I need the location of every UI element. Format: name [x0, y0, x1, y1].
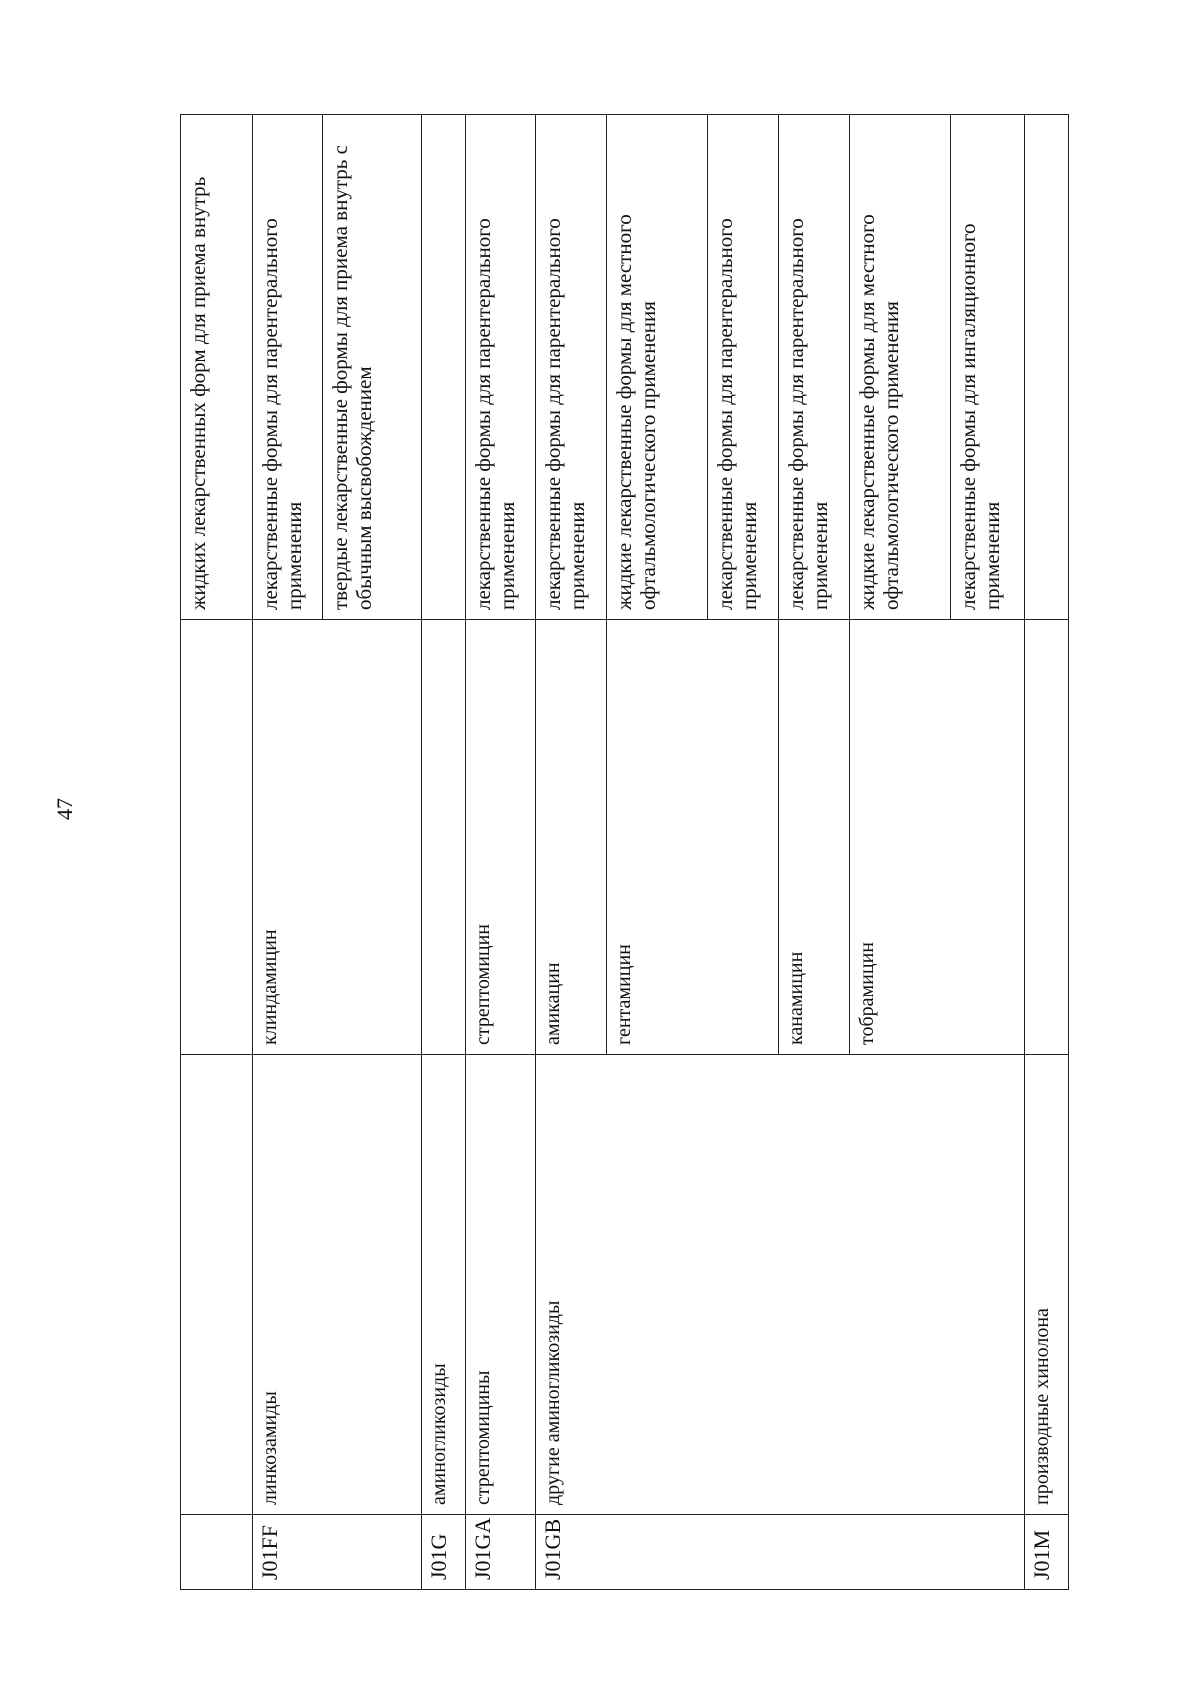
atc-code: J01M [1025, 1515, 1069, 1590]
atc-code: J01G [422, 1515, 466, 1590]
dosage-form [422, 115, 466, 620]
atc-code [779, 1515, 850, 1590]
table-row [253, 115, 323, 1590]
table-row [607, 115, 708, 1590]
table-row [779, 115, 850, 1590]
table-row [323, 115, 422, 1590]
group-name: стрептомицины [466, 1055, 536, 1515]
dosage-form: жидкие лекарственные формы для местного офтальмологического применения [607, 115, 708, 620]
table-row [850, 115, 951, 1590]
atc-code: J01FF [253, 1515, 323, 1590]
page-number: 47 [52, 798, 77, 820]
atc-code: J01GA [466, 1515, 536, 1590]
drug-name [708, 620, 779, 1055]
atc-code [951, 1515, 1025, 1590]
atc-code [850, 1515, 951, 1590]
dosage-form: лекарственные формы для парентерального применения [253, 115, 323, 620]
group-name: производные хинолона [1025, 1055, 1069, 1515]
drug-table [180, 114, 1069, 1590]
rotated-table-container [180, 115, 1090, 1590]
group-name [951, 1055, 1025, 1515]
table-row [181, 115, 253, 1590]
dosage-form: лекарственные формы для парентерального применения [536, 115, 607, 620]
group-name: линкозамиды [253, 1055, 323, 1515]
drug-name: канамицин [779, 620, 850, 1055]
drug-name: амикацин [536, 620, 607, 1055]
atc-code [607, 1515, 708, 1590]
drug-name [422, 620, 466, 1055]
group-name: другие аминогликозиды [536, 1055, 607, 1515]
group-name [607, 1055, 708, 1515]
dosage-form: лекарственные формы для парентерального применения [466, 115, 536, 620]
atc-code: J01GB [536, 1515, 607, 1590]
dosage-form: твердые лекарственные формы для приема внутрь с обычным высвобождением [323, 115, 422, 620]
drug-name [1025, 620, 1069, 1055]
drug-name [951, 620, 1025, 1055]
drug-name [323, 620, 422, 1055]
table-row [466, 115, 536, 1590]
dosage-form [1025, 115, 1069, 620]
atc-code [708, 1515, 779, 1590]
dosage-form: жидких лекарственных форм для приема внутрь [181, 115, 253, 620]
group-name [181, 1055, 253, 1515]
group-name [323, 1055, 422, 1515]
drug-name: клиндамицин [253, 620, 323, 1055]
atc-code [181, 1515, 253, 1590]
table-row [708, 115, 779, 1590]
table-row [1025, 115, 1069, 1590]
dosage-form: лекарственные формы для парентерального применения [779, 115, 850, 620]
drug-name: тобрамицин [850, 620, 951, 1055]
drug-name [181, 620, 253, 1055]
table-row [422, 115, 466, 1590]
drug-name: стрептомицин [466, 620, 536, 1055]
dosage-form: жидкие лекарственные формы для местного офтальмологического применения [850, 115, 951, 620]
drug-name: гентамицин [607, 620, 708, 1055]
table-row [536, 115, 607, 1590]
group-name [708, 1055, 779, 1515]
dosage-form: лекарственные формы для парентерального применения [708, 115, 779, 620]
group-name [779, 1055, 850, 1515]
table-row [951, 115, 1025, 1590]
group-name [850, 1055, 951, 1515]
atc-code [323, 1515, 422, 1590]
group-name: аминогликозиды [422, 1055, 466, 1515]
dosage-form: лекарственные формы для ингаляционного применения [951, 115, 1025, 620]
